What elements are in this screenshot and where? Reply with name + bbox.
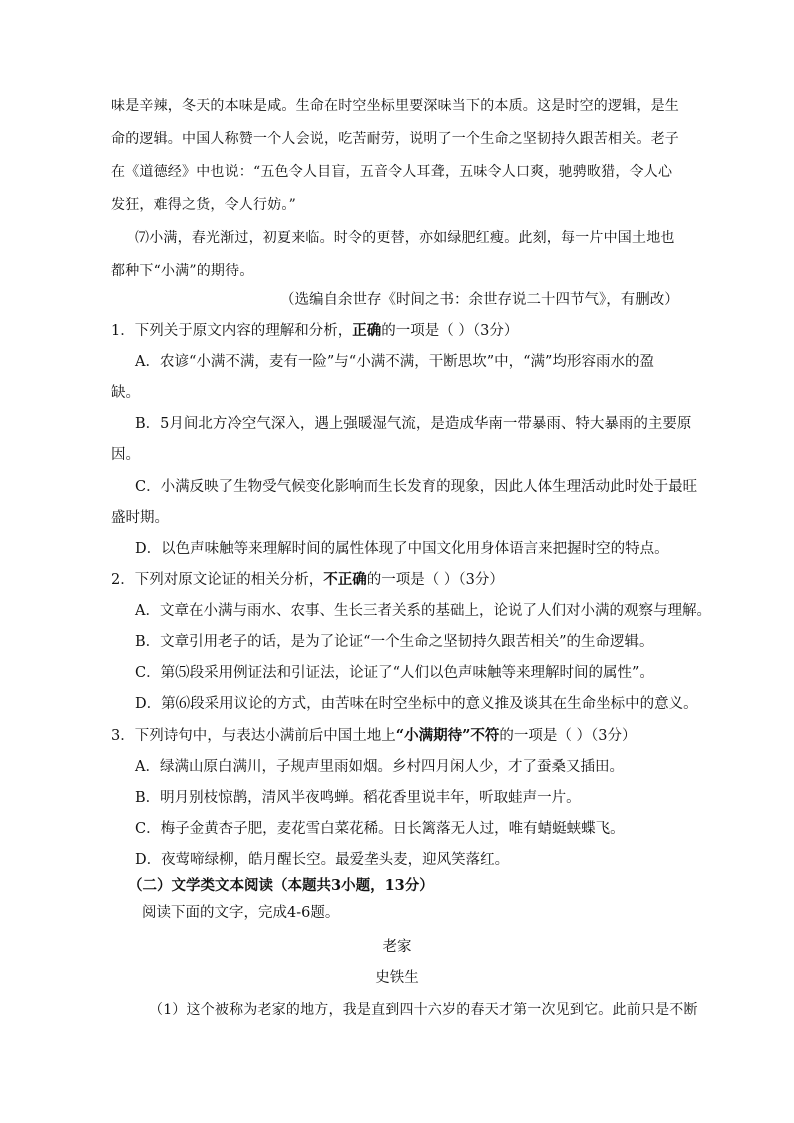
- question-2-option-d: D．第⑹段采用议论的方式，由苦味在时空坐标中的意义推及谈其在生命坐标中的意义。: [135, 696, 698, 712]
- question-3-option-c: C．梅子金黄杏子肥，麦花雪白菜花稀。日长篱落无人过，唯有蜻蜓蛱蝶飞。: [135, 821, 625, 837]
- question-1-option-a-line-1: A．农谚“小满不满，麦有一险”与“小满不满，干断思坎”中，“满”均形容雨水的盈: [135, 354, 654, 370]
- question-3-stem-post: 的一项是（ ）（3分）: [499, 728, 637, 744]
- article-title: 老家: [382, 939, 412, 955]
- paragraph-7-line-1: ⑺小满，春光渐过，初夏来临。时令的更替，亦如绿肥红瘦。此刻，每一片中国土地也: [135, 230, 675, 246]
- question-1-option-b-line-1: B．5月间北方冷空气深入，遇上强暖湿气流，是造成华南一带暴雨、特大暴雨的主要原: [135, 416, 692, 432]
- section-2-instruction: 阅读下面的文字，完成4-6题。: [142, 905, 340, 921]
- question-1-stem: [111, 321, 518, 341]
- article-first-line: （1）这个被称为老家的地方，我是直到四十六岁的春天才第一次见到它。此前只是不断: [149, 1002, 698, 1018]
- question-1-option-a-line-2: 缺。: [111, 385, 140, 401]
- question-2-option-c: C．第⑸段采用例证法和引证法，论证了“人们以色声味触等来理解时间的属性”。: [135, 665, 654, 681]
- passage-line-3: 在《道德经》中也说：“五色令人目盲，五音令人耳聋，五味令人口爽，驰骋畋猎，令人心: [111, 164, 673, 180]
- question-3-stem-pre: 3．下列诗句中，与表达小满前后中国土地上: [111, 728, 396, 744]
- question-3-option-b: B．明月别枝惊鹊，清风半夜鸣蝉。稻花香里说丰年，听取蛙声一片。: [135, 790, 581, 806]
- question-3-option-d: D．夜莺啼绿柳，皓月醒长空。最爱垄头麦，迎风笑落红。: [135, 852, 510, 868]
- question-1-stem-post: 的一项是（ ）（3分）: [381, 323, 519, 339]
- question-2-option-b: B．文章引用老子的话，是为了论证“一个生命之坚韧持久跟苦相关”的生命逻辑。: [135, 634, 654, 650]
- question-1-option-d: D．以色声味触等来理解时间的属性体现了中国文化用身体语言来把握时空的特点。: [135, 541, 669, 557]
- question-3-stem-emphasis: “小满期待”不符: [395, 727, 500, 744]
- question-1-option-c-line-2: 盛时期。: [111, 510, 169, 526]
- question-3-stem: [111, 726, 637, 746]
- question-1-stem-emphasis: 正确: [352, 322, 382, 339]
- passage-source: （选编自余世存《时间之书：余世存说二十四节气》，有删改）: [280, 292, 679, 308]
- passage-line-2: 命的逻辑。中国人称赞一个人会说，吃苦耐劳，说明了一个生命之坚韧持久跟苦相关。老子: [111, 131, 679, 147]
- paragraph-7-line-2: 都种下“小满”的期待。: [111, 263, 254, 279]
- question-2-stem-emphasis: 不正确: [323, 571, 367, 588]
- question-3-option-a: A．绿满山原白满川，子规声里雨如烟。乡村四月闲人少，才了蚕桑又插田。: [135, 759, 624, 775]
- question-1-option-b-line-2: 因。: [111, 447, 140, 463]
- passage-line-1: 味是辛辣，冬天的本味是咸。生命在时空坐标里要深味当下的本质。这是时空的逻辑，是生: [111, 98, 679, 114]
- question-1-stem-pre: 1．下列关于原文内容的理解和分析，: [111, 323, 353, 339]
- question-2-stem: [111, 570, 504, 590]
- section-2-heading: （二）文学类文本阅读（本题共3小题，13分）: [128, 877, 434, 894]
- question-1-option-c-line-1: C．小满反映了生物受气候变化影响而生长发育的现象，因此人体生理活动此时处于最旺: [135, 479, 698, 495]
- article-author: 史铁生: [375, 970, 419, 986]
- question-2-stem-post: 的一项是（ ）（3分）: [366, 572, 504, 588]
- passage-line-4: 发狂，难得之货，令人行妨。”: [111, 197, 296, 213]
- question-2-option-a: A．文章在小满与雨水、农事、生长三者关系的基础上，论说了人们对小满的观察与理解。: [135, 603, 711, 619]
- question-2-stem-pre: 2．下列对原文论证的相关分析，: [111, 572, 324, 588]
